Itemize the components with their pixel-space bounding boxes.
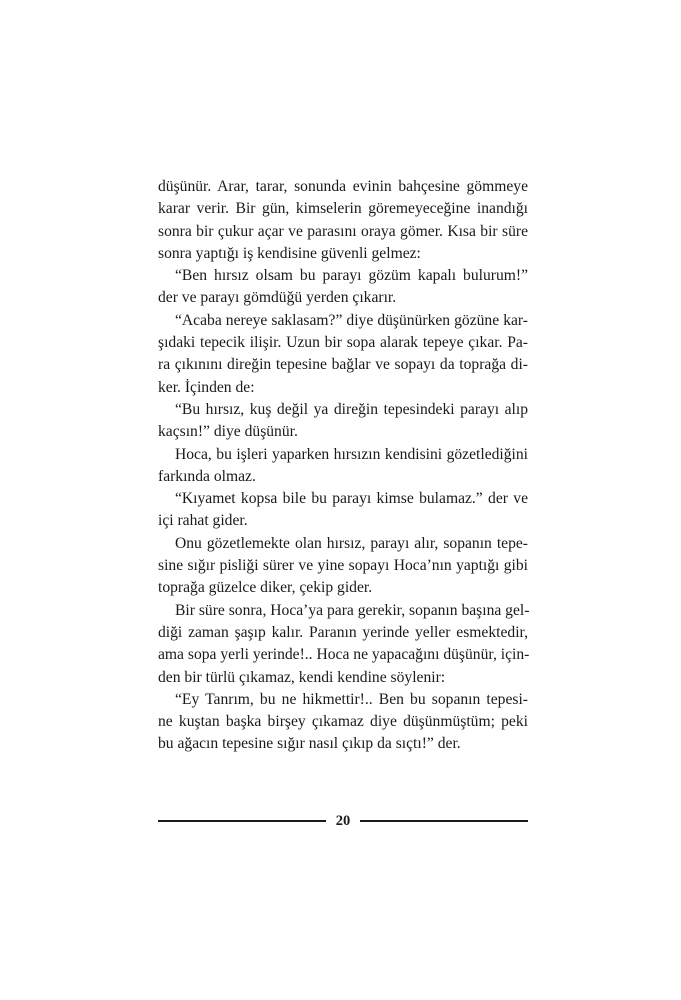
text-line: “Acaba nereye saklasam?” diye düşünürken gözüne kar- xyxy=(175,311,528,329)
body-text xyxy=(158,176,528,756)
text-line: den bir türlü çıkamaz, kendi kendine söylenir: xyxy=(158,668,446,686)
text-line: toprağa güzelce diker, çekip gider. xyxy=(158,579,373,597)
text-line: bu ağacın tepesine sığır nasıl çıkıp da sıçtı!” der. xyxy=(158,735,461,753)
text-line: “Kıyamet kopsa bile bu parayı kimse bulamaz.” der ve xyxy=(175,490,528,508)
text-line: düşünür. Arar, tarar, sonunda evinin bahçesine gömmeye xyxy=(158,178,528,195)
footer-rule-left xyxy=(158,820,326,822)
text-line: Onu gözetlemekte olan hırsız, parayı alır, sopanın tepe- xyxy=(175,534,528,552)
footer-rule-right xyxy=(360,820,528,822)
text-line: sine sığır pisliği sürer ve yine sopayı Hoca’nın yaptığı gibi xyxy=(158,557,528,575)
text-line: der ve parayı gömdüğü yerden çıkarır. xyxy=(158,289,397,307)
text-line: sonra yaptığı iş kendisine güvenli gelmez: xyxy=(158,244,421,262)
text-line: kaçsın!” diye düşünür. xyxy=(158,423,298,441)
text-line: ama sopa yerli yerinde!.. Hoca ne yapacağını düşünür, için- xyxy=(158,646,530,664)
text-line: ne kuştan başka birşey çıkamaz diye düşünmüştüm; peki xyxy=(158,713,528,731)
text-line: Hoca, bu işleri yaparken hırsızın kendisini gözetlediğini xyxy=(175,445,528,463)
text-line: “Bu hırsız, kuş değil ya direğin tepesindeki parayı alıp xyxy=(175,400,528,418)
text-line: “Ey Tanrım, bu ne hikmettir!.. Ben bu sopanın tepesi- xyxy=(175,690,528,708)
text-line: şıdaki tepecik ilişir. Uzun bir sopa alarak tepeye çıkar. Pa- xyxy=(158,334,528,352)
text-line: farkında olmaz. xyxy=(158,467,256,485)
text-line: Bir süre sonra, Hoca’ya para gerekir, sopanın başına gel- xyxy=(175,601,530,619)
text-line: diği zaman şaşıp kalır. Paranın yerinde yeller esmektedir, xyxy=(158,623,528,641)
text-line: ker. İçinden de: xyxy=(158,378,255,396)
page-footer xyxy=(158,806,528,836)
text-line: sonra bir çukur açar ve parasını oraya gömer. Kısa bir süre xyxy=(158,222,528,240)
page-number: 20 xyxy=(335,813,351,829)
text-line: içi rahat gider. xyxy=(158,512,248,530)
text-line: karar verir. Bir gün, kimselerin göremeyeceğine inandığı xyxy=(158,200,528,218)
text-line: “Ben hırsız olsam bu parayı gözüm kapalı bulurum!” xyxy=(175,267,528,285)
text-line: ra çıkınını direğin tepesine bağlar ve sopayı da toprağa di- xyxy=(158,356,528,374)
